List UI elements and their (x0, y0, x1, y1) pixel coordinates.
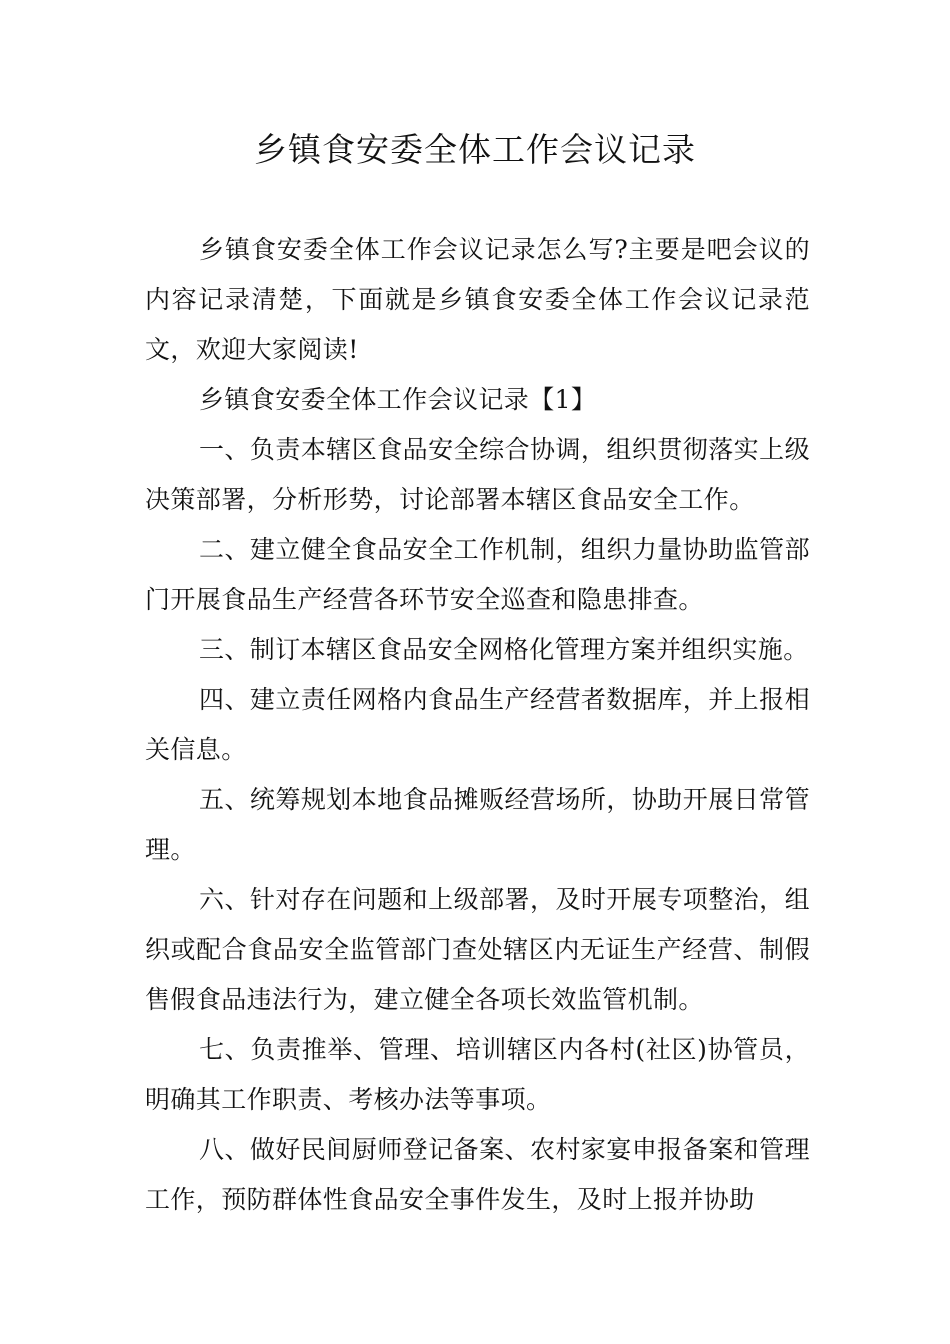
item-paragraph-5: 五、统筹规划本地食品摊贩经营场所，协助开展日常管理。 (145, 785, 810, 864)
item-paragraph-7: 七、负责推举、管理、培训辖区内各村(社区)协管员，明确其工作职责、考核办法等事项。 (145, 1035, 810, 1114)
section-heading: 乡镇食安委全体工作会议记录【1】 (199, 385, 597, 414)
item-paragraph-2: 二、建立健全食品安全工作机制，组织力量协助监管部门开展食品生产经营各环节安全巡查和隐患排查。 (145, 535, 810, 614)
item-paragraph-4: 四、建立责任网格内食品生产经营者数据库，并上报相关信息。 (145, 685, 810, 764)
item-paragraph-8: 八、做好民间厨师登记备案、农村家宴申报备案和管理工作，预防群体性食品安全事件发生，及时上报并协助 (145, 1135, 810, 1214)
document-title: 乡镇食安委全体工作会议记录 (254, 130, 696, 169)
item-paragraph-1: 一、负责本辖区食品安全综合协调，组织贯彻落实上级决策部署，分析形势，讨论部署本辖区食品安全工作。 (145, 435, 810, 514)
item-paragraph-3: 三、制订本辖区食品安全网格化管理方案并组织实施。 (199, 635, 809, 664)
intro-paragraph: 乡镇食安委全体工作会议记录怎么写?主要是吧会议的内容记录清楚，下面就是乡镇食安委全体工作会议记录范文，欢迎大家阅读! (145, 235, 810, 364)
document-body (145, 225, 810, 1225)
item-paragraph-6: 六、针对存在问题和上级部署，及时开展专项整治，组织或配合食品安全监管部门查处辖区内无证生产经营、制假售假食品违法行为，建立健全各项长效监管机制。 (145, 885, 810, 1014)
